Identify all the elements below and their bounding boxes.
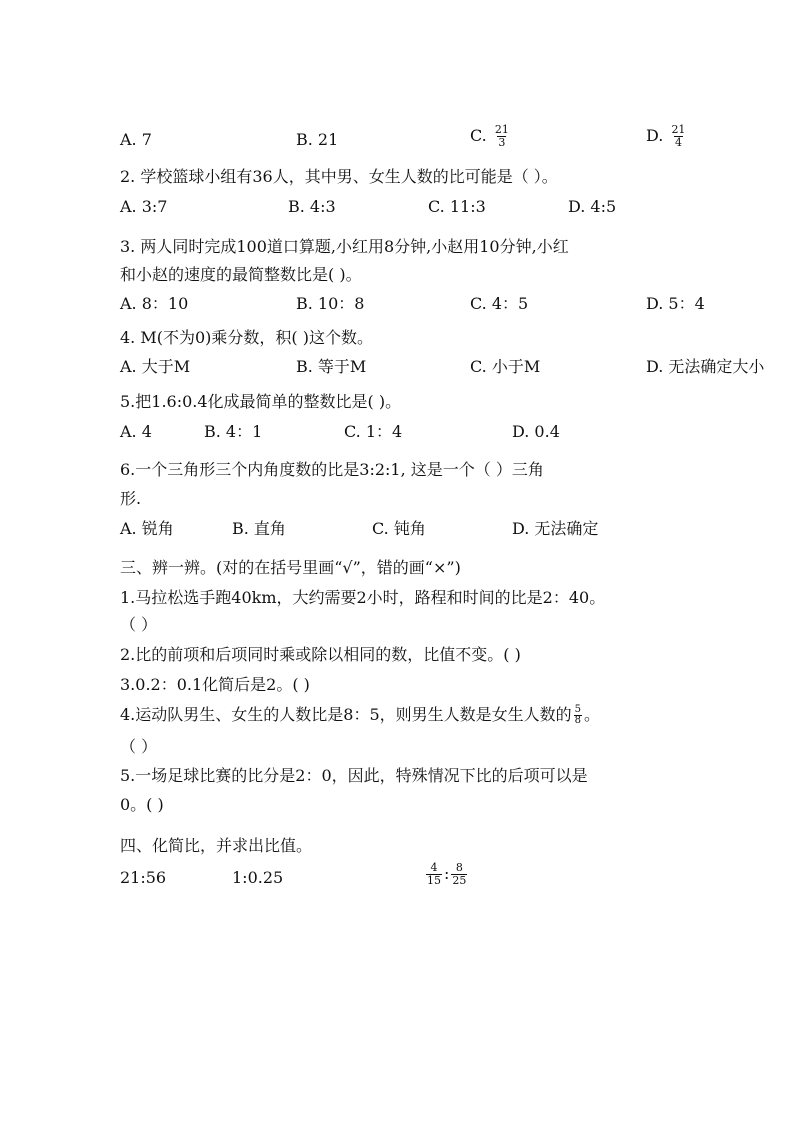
fraction-denominator: 3 bbox=[498, 136, 506, 149]
section4-expression-2: 1:0.25 bbox=[232, 868, 284, 887]
q2-option-d: D. 4:5 bbox=[568, 197, 617, 216]
section3-item4-text: 4.运动队男生、女生的人数比是8：5，则男生人数是女生人数的 bbox=[120, 705, 572, 724]
q5-option-d: D. 0.4 bbox=[512, 422, 560, 441]
section3-item4-line1 bbox=[120, 704, 600, 726]
section4-e3-fraction-1 bbox=[426, 862, 442, 887]
q1-option-c-fraction bbox=[494, 124, 510, 149]
q5-option-c: C. 1：4 bbox=[344, 422, 403, 441]
fraction-numerator: 5 bbox=[574, 704, 582, 715]
section3-item5-line1: 5.一场足球比赛的比分是2：0，因此，特殊情况下比的后项可以是 bbox=[120, 766, 588, 785]
fraction-denominator: 25 bbox=[452, 874, 467, 887]
q6-text-line1: 6.一个三角形三个内角度数的比是3:2:1, 这是一个（ ）三角 bbox=[120, 460, 544, 479]
q6-option-c: C. 钝角 bbox=[372, 519, 426, 538]
q1-option-c-prefix: C. bbox=[470, 126, 487, 145]
q1-option-d-prefix: D. bbox=[646, 126, 664, 145]
fraction-numerator: 21 bbox=[671, 123, 686, 136]
q2-text: 2. 学校篮球小组有36人，其中男、女生人数的比可能是（ ）。 bbox=[120, 167, 558, 186]
section3-heading: 三、辨一辨。(对的在括号里画“√”，错的画“×”) bbox=[120, 558, 461, 577]
q4-option-a: A. 大于M bbox=[120, 357, 191, 376]
q2-option-a: A. 3:7 bbox=[120, 197, 168, 216]
fraction-denominator: 8 bbox=[574, 715, 582, 726]
fraction-numerator: 21 bbox=[494, 123, 509, 136]
q3-text-line1: 3. 两人同时完成100道口算题,小红用8分钟,小赵用10分钟,小红 bbox=[120, 237, 569, 256]
section3-item1-line2: （ ） bbox=[120, 615, 158, 634]
section3-item3: 3.0.2：0.1化简后是2。( ) bbox=[120, 675, 310, 694]
section3-item1-line1: 1.马拉松选手跑40km，大约需要2小时，路程和时间的比是2：40。 bbox=[120, 588, 606, 607]
fraction-numerator: 8 bbox=[455, 861, 463, 874]
q6-option-a: A. 锐角 bbox=[120, 519, 174, 538]
q5-option-a: A. 4 bbox=[120, 422, 152, 441]
q1-option-d bbox=[646, 124, 688, 149]
section4-expression-1: 21:56 bbox=[120, 868, 167, 887]
section4-expression-3 bbox=[424, 862, 469, 887]
q4-option-c: C. 小于M bbox=[470, 357, 541, 376]
section3-item5-line2: 0。( ) bbox=[120, 795, 164, 814]
q4-option-d: D. 无法确定大小 bbox=[646, 357, 765, 376]
q2-option-c: C. 11:3 bbox=[428, 197, 486, 216]
q6-option-d: D. 无法确定 bbox=[512, 519, 599, 538]
q3-option-d: D. 5：4 bbox=[646, 294, 705, 313]
section4-heading: 四、化简比，并求出比值。 bbox=[120, 836, 313, 855]
q6-option-b: B. 直角 bbox=[232, 519, 286, 538]
q4-text: 4. M(不为0)乘分数，积( )这个数。 bbox=[120, 328, 373, 347]
q3-option-b: B. 10：8 bbox=[296, 294, 365, 313]
q5-option-b: B. 4：1 bbox=[204, 422, 263, 441]
q3-option-a: A. 8：10 bbox=[120, 294, 189, 313]
q1-option-b: B. 21 bbox=[296, 130, 339, 149]
q1-option-c bbox=[470, 124, 512, 149]
section3-item4-line2: （ ） bbox=[120, 737, 158, 756]
fraction-denominator: 15 bbox=[427, 874, 441, 887]
section4-e3-separator: : bbox=[444, 864, 450, 883]
fraction-denominator: 4 bbox=[674, 136, 682, 149]
q5-text: 5.把1.6:0.4化成最简单的整数比是( )。 bbox=[120, 392, 402, 411]
fraction-numerator: 4 bbox=[430, 861, 438, 874]
q4-option-b: B. 等于M bbox=[296, 357, 367, 376]
q1-option-d-fraction bbox=[670, 124, 686, 149]
q3-text-line2: 和小赵的速度的最简整数比是( )。 bbox=[120, 265, 362, 284]
q2-option-b: B. 4:3 bbox=[288, 197, 336, 216]
q6-text-line2: 形. bbox=[120, 489, 142, 508]
q1-option-a: A. 7 bbox=[120, 130, 152, 149]
section3-item4-fraction bbox=[574, 705, 582, 726]
section3-item2: 2.比的前项和后项同时乘或除以相同的数，比值不变。( ) bbox=[120, 645, 521, 664]
section3-item4-suffix: 。 bbox=[584, 705, 601, 724]
section4-e3-fraction-2 bbox=[451, 862, 467, 887]
q3-option-c: C. 4：5 bbox=[470, 294, 529, 313]
